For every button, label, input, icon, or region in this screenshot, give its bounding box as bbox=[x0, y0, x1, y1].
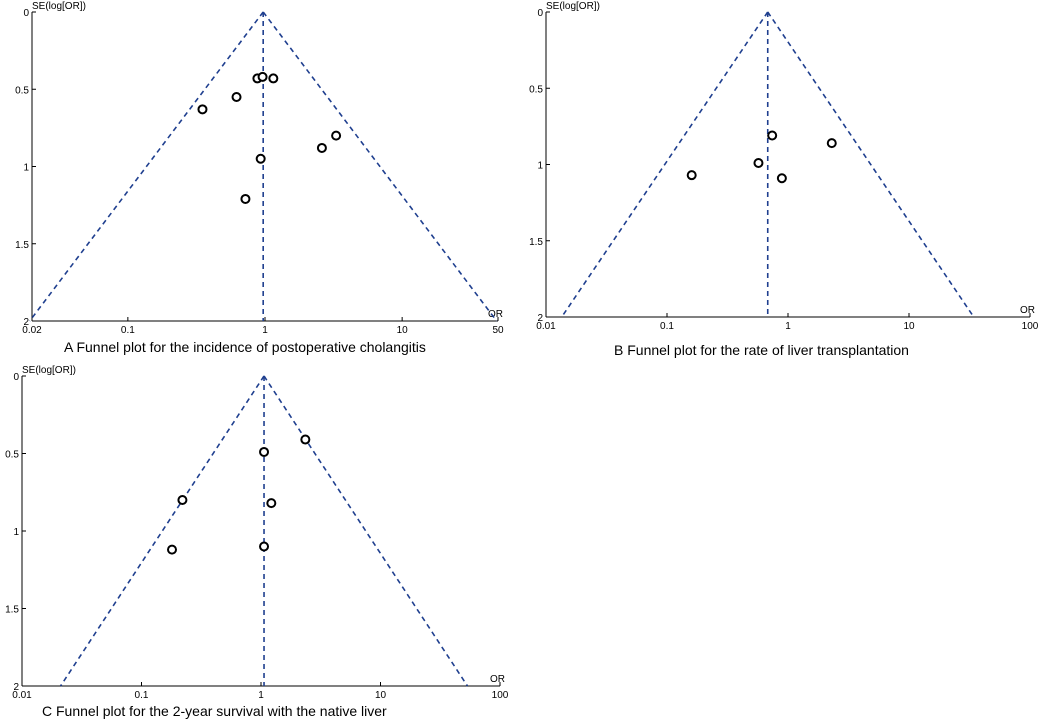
y-tick-label: 1 bbox=[23, 162, 29, 174]
study-point bbox=[233, 93, 241, 101]
study-point bbox=[768, 132, 776, 140]
funnel-left-boundary bbox=[61, 376, 264, 686]
y-tick-label: 0 bbox=[13, 372, 19, 383]
study-point bbox=[178, 496, 186, 504]
x-tick-label: 1 bbox=[785, 321, 791, 332]
y-tick-label: 1.5 bbox=[15, 239, 29, 251]
y-tick-label: 2 bbox=[537, 313, 543, 324]
panel-a-caption: A Funnel plot for the incidence of postoperative cholangitis bbox=[64, 339, 426, 355]
x-axis-title: OR bbox=[1020, 305, 1035, 316]
study-point bbox=[241, 195, 249, 203]
study-point bbox=[198, 105, 206, 113]
funnel-right-boundary bbox=[768, 12, 974, 317]
x-tick-label: 10 bbox=[396, 325, 408, 336]
x-tick-label: 1 bbox=[262, 325, 268, 336]
study-point bbox=[778, 174, 786, 182]
x-tick-label: 10 bbox=[374, 690, 387, 701]
study-point bbox=[688, 171, 696, 179]
study-point bbox=[754, 159, 762, 167]
y-tick-label: 0.5 bbox=[15, 85, 29, 97]
study-point bbox=[332, 132, 340, 140]
y-tick-label: 0.5 bbox=[5, 449, 19, 461]
x-tick-label: 0.1 bbox=[134, 690, 149, 701]
study-point bbox=[267, 499, 275, 507]
study-point bbox=[301, 436, 309, 444]
y-axis-title: SE(log[OR]) bbox=[22, 365, 76, 376]
x-tick-label: 100 bbox=[1021, 321, 1039, 332]
funnel-right-boundary bbox=[264, 376, 467, 686]
y-tick-label: 1 bbox=[13, 527, 19, 538]
study-point bbox=[828, 139, 836, 147]
study-point bbox=[168, 546, 176, 554]
x-tick-label: 1 bbox=[258, 690, 264, 701]
x-axis-title: OR bbox=[488, 309, 503, 320]
x-tick-label: 0.1 bbox=[660, 321, 674, 332]
funnel-right-boundary bbox=[263, 12, 496, 321]
x-tick-label: 0.01 bbox=[536, 321, 556, 332]
funnel-left-boundary bbox=[562, 12, 768, 317]
y-tick-label: 0 bbox=[23, 8, 29, 19]
y-tick-label: 1.5 bbox=[529, 236, 543, 248]
y-tick-label: 1 bbox=[537, 160, 543, 172]
study-point bbox=[269, 74, 277, 82]
study-point bbox=[260, 543, 268, 551]
study-point bbox=[257, 155, 265, 163]
panel-a-funnel-plot bbox=[15, 1, 504, 336]
study-point bbox=[318, 144, 326, 152]
panel-c-funnel-plot bbox=[5, 365, 509, 701]
panel-c-caption: C Funnel plot for the 2-year survival with the native liver bbox=[42, 703, 387, 719]
x-axis-title: OR bbox=[490, 674, 505, 685]
funnel-left-boundary bbox=[30, 12, 263, 321]
x-tick-label: 0.1 bbox=[120, 325, 135, 336]
y-tick-label: 2 bbox=[23, 317, 29, 328]
x-tick-label: 0.02 bbox=[22, 325, 42, 336]
x-tick-label: 10 bbox=[903, 321, 915, 332]
y-tick-label: 1.5 bbox=[5, 604, 19, 616]
y-tick-label: 0 bbox=[537, 8, 543, 19]
study-point bbox=[260, 448, 268, 456]
y-axis-title: SE(log[OR]) bbox=[546, 1, 600, 12]
panel-b-caption: B Funnel plot for the rate of liver transplantation bbox=[614, 342, 909, 358]
y-tick-label: 0.5 bbox=[529, 84, 543, 96]
y-axis-title: SE(log[OR]) bbox=[32, 1, 86, 12]
x-tick-label: 0.01 bbox=[12, 690, 32, 701]
x-tick-label: 50 bbox=[492, 325, 504, 336]
panel-b-funnel-plot bbox=[529, 1, 1039, 332]
x-tick-label: 100 bbox=[491, 690, 509, 701]
study-point bbox=[259, 73, 267, 81]
y-tick-label: 2 bbox=[13, 682, 19, 693]
